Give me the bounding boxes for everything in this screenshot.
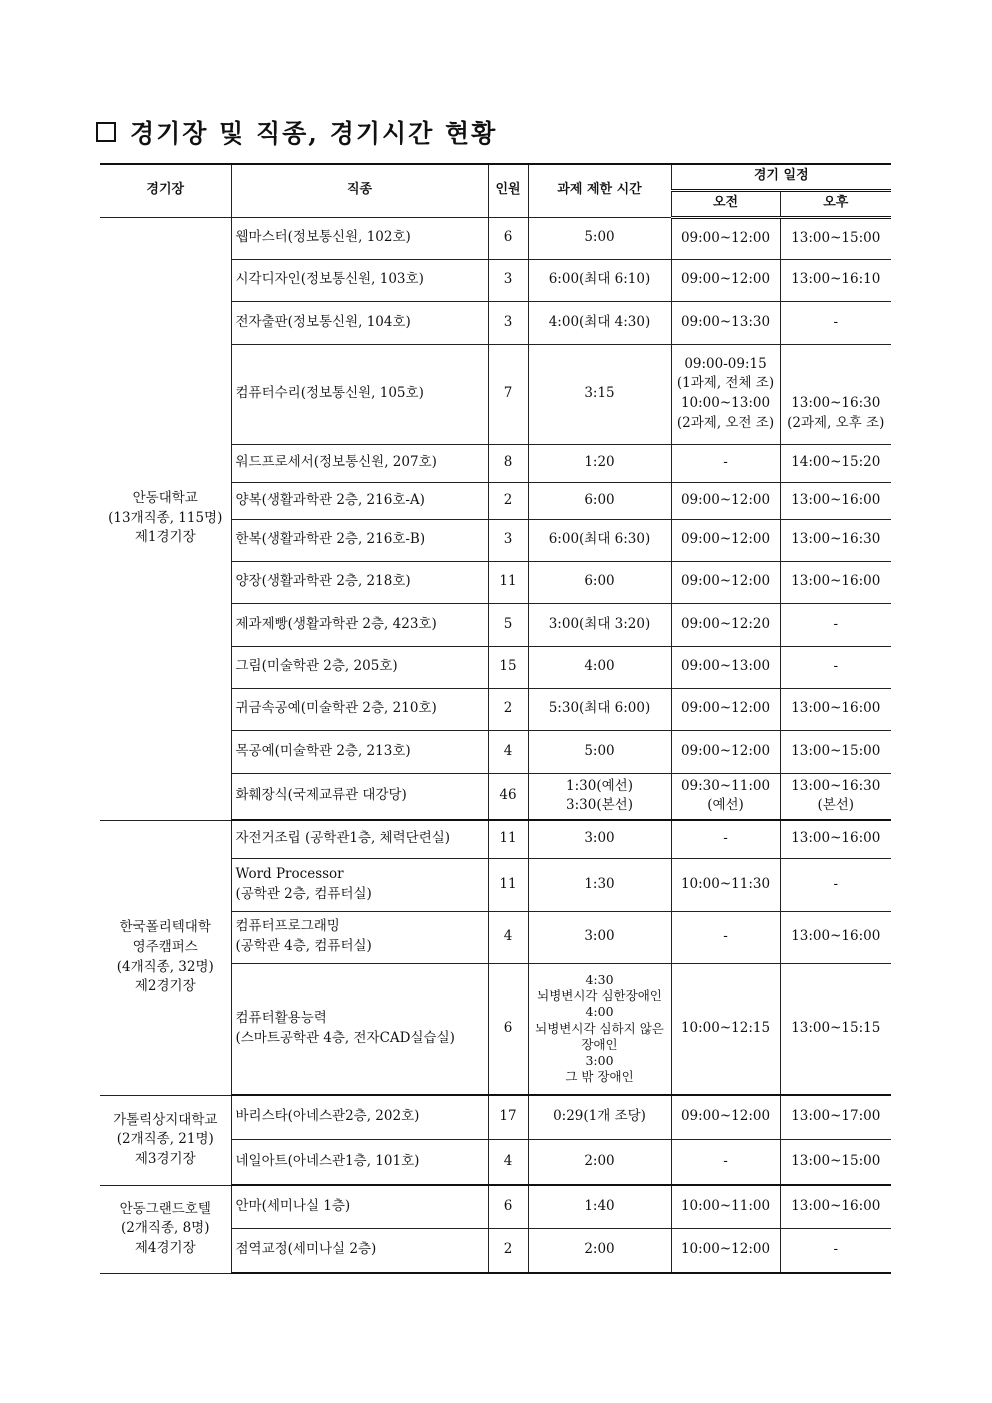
job-cell: 전자출판(정보통신원, 104호) <box>231 301 488 344</box>
time-limit-cell: 2:00 <box>528 1139 671 1185</box>
job-cell: 워드프로세서(정보통신원, 207호) <box>231 444 488 482</box>
checkbox-square-icon <box>96 122 116 142</box>
pm-schedule-cell: 13:00~16:00 <box>780 820 891 858</box>
job-cell: 바리스타(아네스관2층, 202호) <box>231 1095 488 1139</box>
count-cell: 4 <box>488 911 528 963</box>
time-limit-cell: 2:00 <box>528 1228 671 1273</box>
pm-schedule-cell: - <box>780 603 891 646</box>
pm-schedule-cell: 13:00~15:15 <box>780 963 891 1095</box>
header-pm: 오후 <box>780 190 891 217</box>
header-count: 인원 <box>488 164 528 217</box>
count-cell: 17 <box>488 1095 528 1139</box>
count-cell: 3 <box>488 301 528 344</box>
time-limit-cell: 6:00(최대 6:10) <box>528 259 671 301</box>
job-cell: 자전거조립 (공학관1층, 체력단련실) <box>231 820 488 858</box>
am-schedule-cell: 09:00~12:00 <box>671 688 780 730</box>
am-schedule-cell: 10:00~12:15 <box>671 963 780 1095</box>
job-cell: 한복(생활과학관 2층, 216호-B) <box>231 519 488 561</box>
count-cell: 11 <box>488 561 528 603</box>
count-cell: 11 <box>488 858 528 911</box>
time-limit-cell: 6:00 <box>528 561 671 603</box>
job-cell: 네일아트(아네스관1층, 101호) <box>231 1139 488 1185</box>
count-cell: 6 <box>488 217 528 259</box>
header-am: 오전 <box>671 190 780 217</box>
am-schedule-cell: 09:00-09:15 (1과제, 전체 조) 10:00~13:00 (2과제, 오전 조) <box>671 344 780 444</box>
time-limit-cell: 6:00 <box>528 482 671 519</box>
pm-schedule-cell: 13:00~16:00 <box>780 561 891 603</box>
count-cell: 2 <box>488 688 528 730</box>
table-row <box>100 820 891 858</box>
am-schedule-cell: 09:00~13:00 <box>671 646 780 688</box>
pm-schedule-cell: 14:00~15:20 <box>780 444 891 482</box>
am-schedule-cell: 09:00~12:00 <box>671 482 780 519</box>
am-schedule-cell: 10:00~11:30 <box>671 858 780 911</box>
job-cell: 웹마스터(정보통신원, 102호) <box>231 217 488 259</box>
am-schedule-cell: - <box>671 911 780 963</box>
venue-name-cell: 안동그랜드호텔 (2개직종, 8명) 제4경기장 <box>100 1185 231 1273</box>
am-schedule-cell: 09:00~12:20 <box>671 603 780 646</box>
job-cell: 컴퓨터수리(정보통신원, 105호) <box>231 344 488 444</box>
venue-schedule-table <box>100 163 891 1274</box>
time-limit-cell: 1:30(예선) 3:30(본선) <box>528 773 671 820</box>
job-cell: 양장(생활과학관 2층, 218호) <box>231 561 488 603</box>
job-cell: 안마(세미나실 1층) <box>231 1185 488 1228</box>
table-row <box>100 1185 891 1228</box>
job-cell: 점역교정(세미나실 2층) <box>231 1228 488 1273</box>
venue-name-cell: 가톨릭상지대학교 (2개직종, 21명) 제3경기장 <box>100 1095 231 1185</box>
am-schedule-cell: 09:00~12:00 <box>671 217 780 259</box>
am-schedule-cell: - <box>671 820 780 858</box>
header-job: 직종 <box>231 164 488 217</box>
time-limit-cell: 5:30(최대 6:00) <box>528 688 671 730</box>
time-limit-cell: 1:20 <box>528 444 671 482</box>
header-schedule: 경기 일정 <box>671 164 891 190</box>
job-cell: 귀금속공예(미술학관 2층, 210호) <box>231 688 488 730</box>
page-title-text: 경기장 및 직종, 경기시간 현황 <box>130 119 498 148</box>
count-cell: 7 <box>488 344 528 444</box>
time-limit-cell: 4:00(최대 4:30) <box>528 301 671 344</box>
header-time-limit: 과제 제한 시간 <box>528 164 671 217</box>
venue-name-cell: 한국폴리텍대학 영주캠퍼스 (4개직종, 32명) 제2경기장 <box>100 820 231 1095</box>
pm-schedule-cell: 13:00~15:00 <box>780 217 891 259</box>
pm-schedule-cell: 13:00~17:00 <box>780 1095 891 1139</box>
pm-schedule-cell: 13:00~16:00 <box>780 482 891 519</box>
am-schedule-cell: - <box>671 444 780 482</box>
pm-schedule-cell: - <box>780 858 891 911</box>
am-schedule-cell: 10:00~12:00 <box>671 1228 780 1273</box>
time-limit-cell: 4:30 뇌병변시각 심한장애인 4:00 뇌병변시각 심하지 않은 장애인 3:00 그 밖 장애인 <box>528 963 671 1095</box>
table-row <box>100 1095 891 1139</box>
pm-schedule-cell: - <box>780 646 891 688</box>
pm-schedule-cell: 13:00~16:00 <box>780 1185 891 1228</box>
time-limit-cell: 3:00(최대 3:20) <box>528 603 671 646</box>
pm-schedule-cell: - <box>780 1228 891 1273</box>
count-cell: 4 <box>488 1139 528 1185</box>
time-limit-cell: 3:00 <box>528 820 671 858</box>
job-cell: 시각디자인(정보통신원, 103호) <box>231 259 488 301</box>
pm-schedule-cell: 13:00~16:10 <box>780 259 891 301</box>
pm-schedule-cell: 13:00~16:30 (본선) <box>780 773 891 820</box>
count-cell: 4 <box>488 730 528 773</box>
am-schedule-cell: 09:00~12:00 <box>671 561 780 603</box>
am-schedule-cell: 10:00~11:00 <box>671 1185 780 1228</box>
am-schedule-cell: 09:00~12:00 <box>671 1095 780 1139</box>
job-cell: 컴퓨터프로그래밍 (공학관 4층, 컴퓨터실) <box>231 911 488 963</box>
count-cell: 11 <box>488 820 528 858</box>
job-cell: Word Processor (공학관 2층, 컴퓨터실) <box>231 858 488 911</box>
count-cell: 2 <box>488 482 528 519</box>
am-schedule-cell: 09:00~12:00 <box>671 519 780 561</box>
job-cell: 화훼장식(국제교류관 대강당) <box>231 773 488 820</box>
page-title <box>96 114 497 150</box>
count-cell: 8 <box>488 444 528 482</box>
pm-schedule-cell: 13:00~16:00 <box>780 911 891 963</box>
am-schedule-cell: 09:00~12:00 <box>671 259 780 301</box>
time-limit-cell: 0:29(1개 조당) <box>528 1095 671 1139</box>
time-limit-cell: 4:00 <box>528 646 671 688</box>
count-cell: 46 <box>488 773 528 820</box>
count-cell: 3 <box>488 259 528 301</box>
pm-schedule-cell: 13:00~15:00 <box>780 730 891 773</box>
count-cell: 3 <box>488 519 528 561</box>
time-limit-cell: 3:00 <box>528 911 671 963</box>
pm-schedule-cell: - <box>780 301 891 344</box>
pm-schedule-cell: 13:00~16:30 <box>780 519 891 561</box>
job-cell: 목공예(미술학관 2층, 213호) <box>231 730 488 773</box>
time-limit-cell: 6:00(최대 6:30) <box>528 519 671 561</box>
time-limit-cell: 1:30 <box>528 858 671 911</box>
time-limit-cell: 3:15 <box>528 344 671 444</box>
pm-schedule-cell: 13:00~16:00 <box>780 688 891 730</box>
time-limit-cell: 5:00 <box>528 217 671 259</box>
time-limit-cell: 1:40 <box>528 1185 671 1228</box>
table-body <box>100 217 891 1273</box>
count-cell: 15 <box>488 646 528 688</box>
job-cell: 양복(생활과학관 2층, 216호-A) <box>231 482 488 519</box>
venue-name-cell: 안동대학교 (13개직종, 115명) 제1경기장 <box>100 217 231 820</box>
count-cell: 2 <box>488 1228 528 1273</box>
count-cell: 6 <box>488 963 528 1095</box>
count-cell: 6 <box>488 1185 528 1228</box>
am-schedule-cell: - <box>671 1139 780 1185</box>
time-limit-cell: 5:00 <box>528 730 671 773</box>
pm-schedule-cell: 13:00~16:30 (2과제, 오후 조) <box>780 344 891 444</box>
header-venue: 경기장 <box>100 164 231 217</box>
table-header <box>100 164 891 217</box>
am-schedule-cell: 09:30~11:00 (예선) <box>671 773 780 820</box>
job-cell: 컴퓨터활용능력 (스마트공학관 4층, 전자CAD실습실) <box>231 963 488 1095</box>
job-cell: 제과제빵(생활과학관 2층, 423호) <box>231 603 488 646</box>
pm-schedule-cell: 13:00~15:00 <box>780 1139 891 1185</box>
job-cell: 그림(미술학관 2층, 205호) <box>231 646 488 688</box>
am-schedule-cell: 09:00~13:30 <box>671 301 780 344</box>
count-cell: 5 <box>488 603 528 646</box>
am-schedule-cell: 09:00~12:00 <box>671 730 780 773</box>
table-row <box>100 217 891 259</box>
